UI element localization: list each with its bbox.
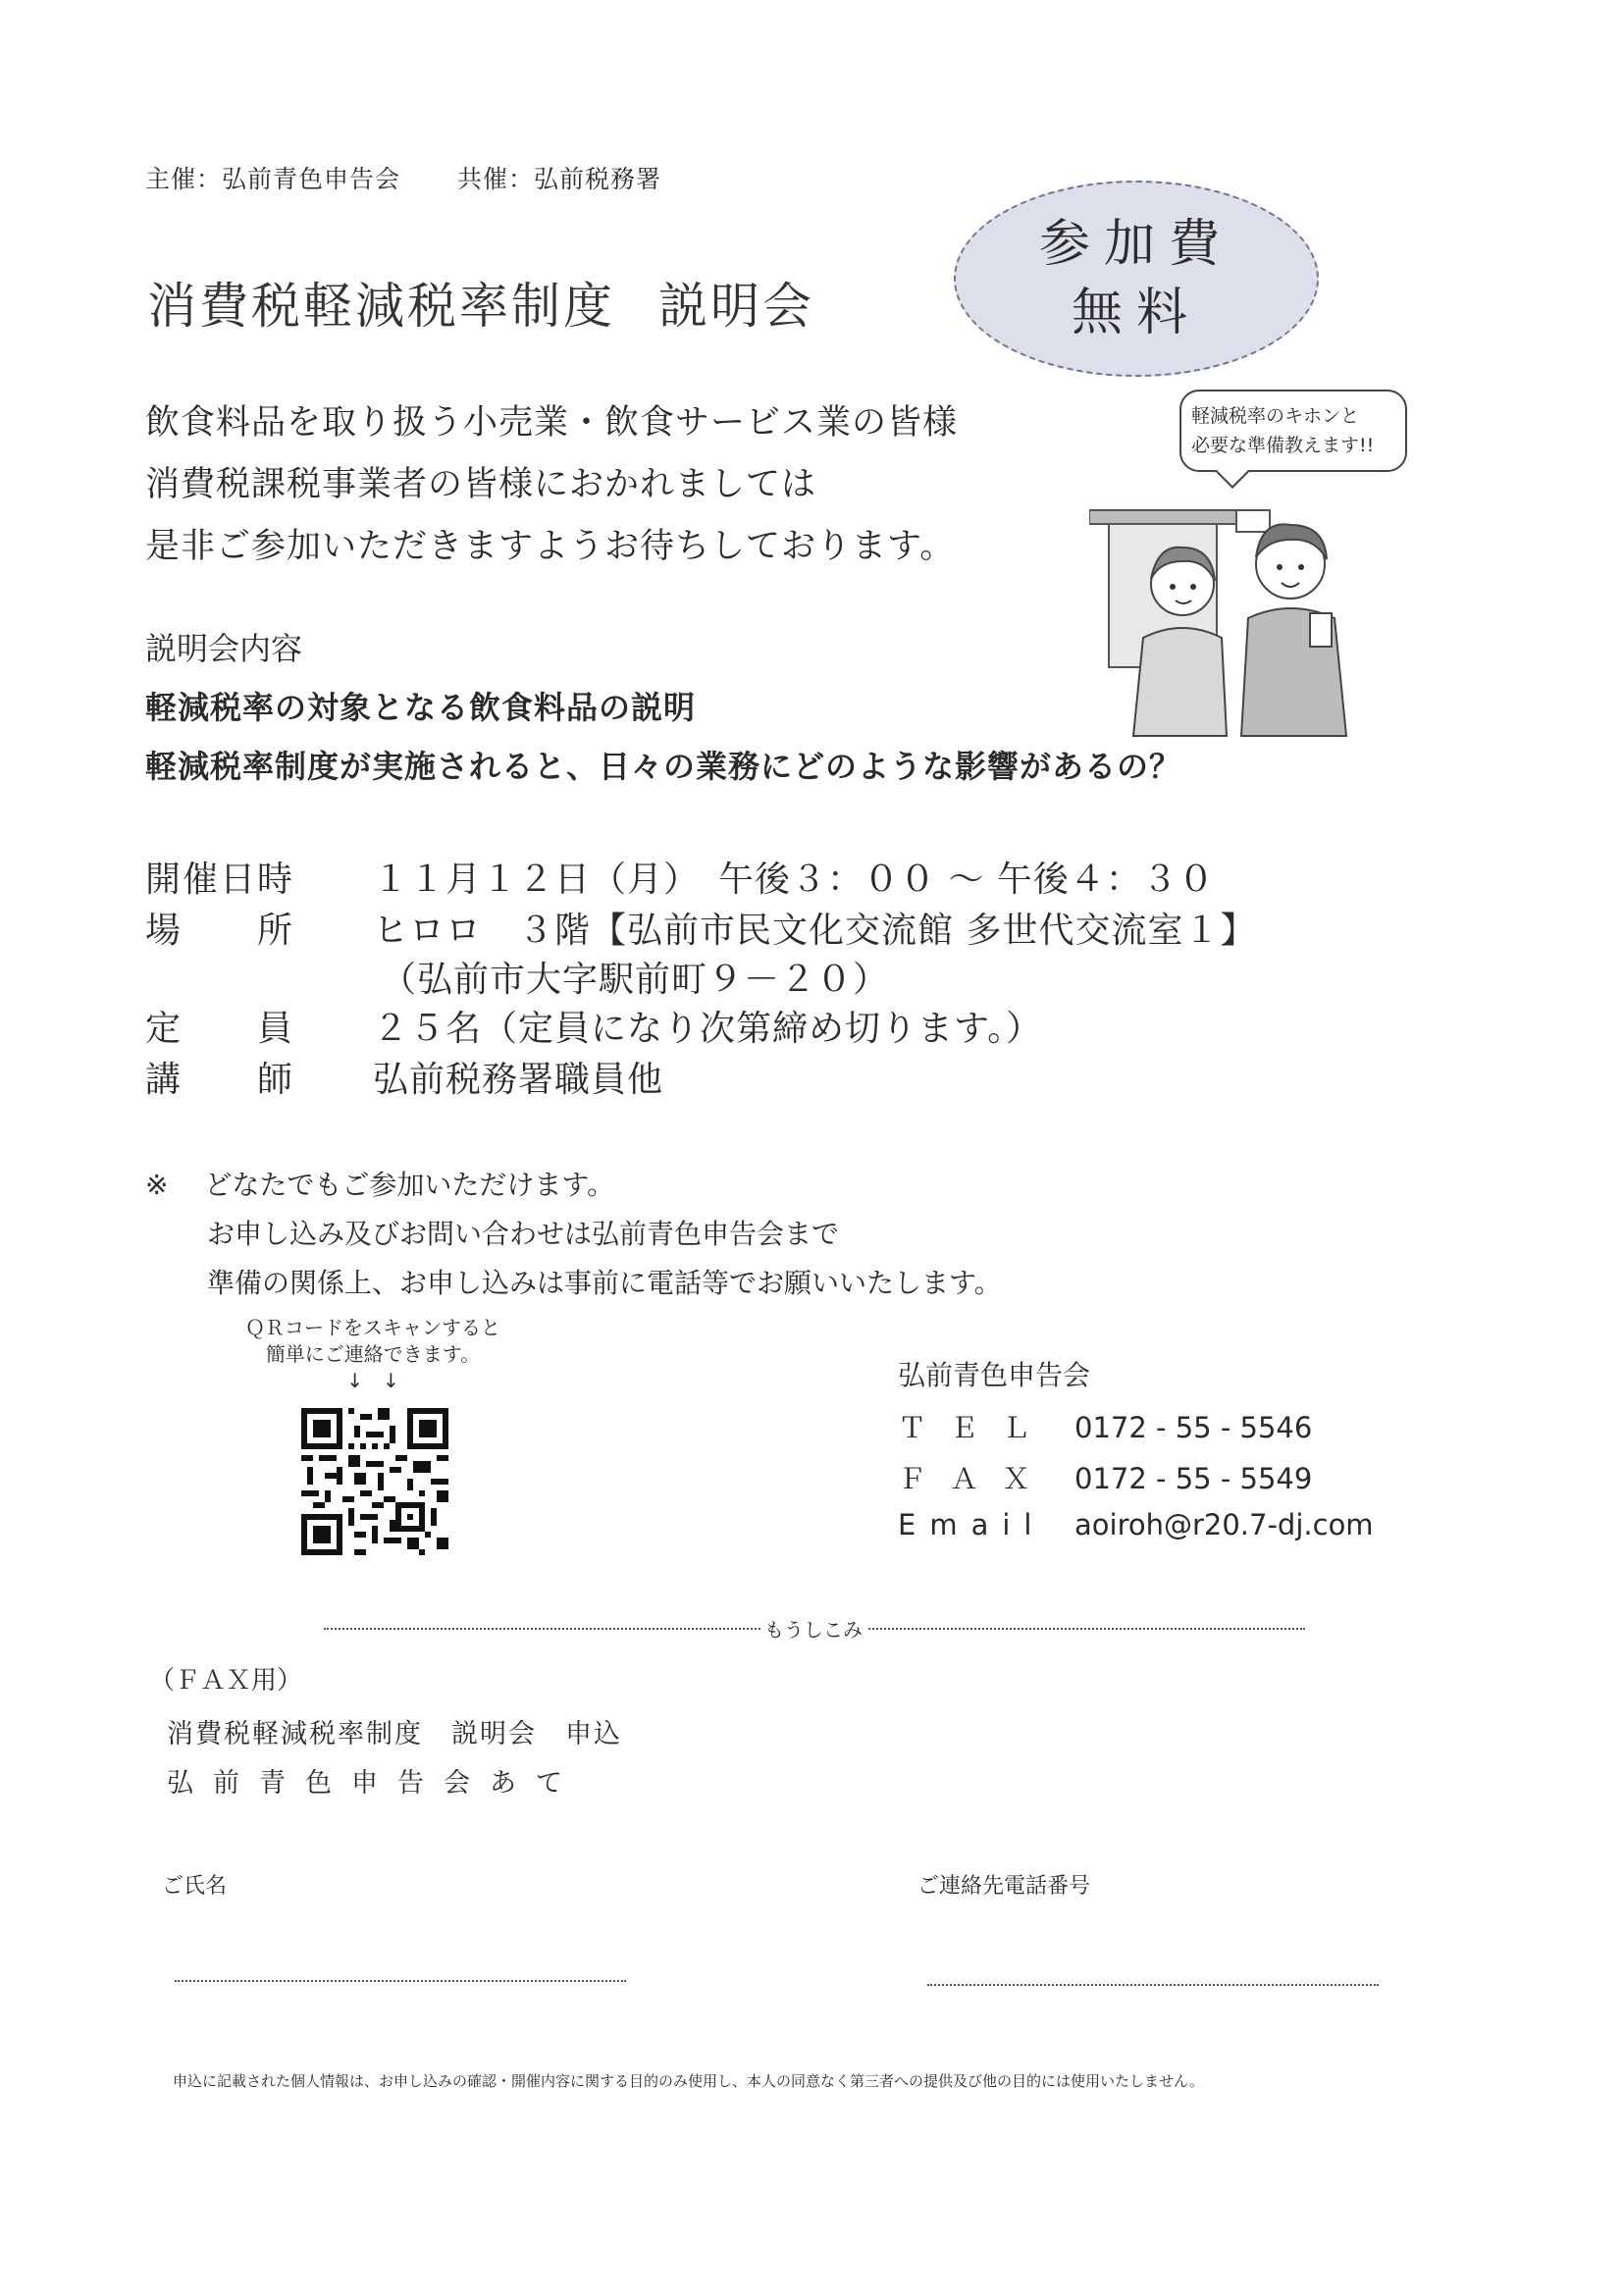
phone-label: ご連絡先電話番号 bbox=[917, 1874, 1091, 1899]
notes bbox=[145, 1161, 1002, 1308]
privacy-note: 申込に記載された個人情報は、お申し込みの確認・開催内容に関する目的のみ使用し、本人の同意なく第三者への提供及び他の目的には使用いたしません。 bbox=[173, 2072, 1204, 2090]
couple-illustration bbox=[1089, 491, 1364, 741]
qr-caption bbox=[226, 1315, 520, 1394]
badge-line1: 参加費 bbox=[1038, 215, 1233, 274]
place-label: 場 所 bbox=[145, 911, 295, 951]
fax-value[interactable]: 0172 - 55 - 5549 bbox=[1074, 1462, 1313, 1495]
qr-code[interactable] bbox=[301, 1408, 448, 1555]
email-value[interactable]: aoiroh@r20.7-dj.com bbox=[1074, 1508, 1374, 1541]
bubble-line2: 必要な準備教えます!! bbox=[1191, 435, 1375, 456]
fax-note: （ＦＡＸ用） bbox=[149, 1666, 303, 1696]
intro-line: 消費税課税事業者の皆様におかれましては bbox=[145, 465, 817, 504]
speech-bubble bbox=[1179, 390, 1407, 472]
tel-value[interactable]: 0172 - 55 - 5546 bbox=[1074, 1411, 1313, 1444]
qr-arrows: ↓ ↓ bbox=[346, 1369, 399, 1392]
fax-row bbox=[898, 1457, 1312, 1497]
capacity-value: ２５名（定員になり次第締め切ります。） bbox=[373, 1009, 1043, 1049]
qr-caption-line: 簡単にご連絡できます。 bbox=[265, 1342, 481, 1366]
email-row bbox=[898, 1508, 1374, 1541]
contents-item: 軽減税率の対象となる飲食料品の説明 bbox=[145, 689, 697, 726]
name-label: ご氏名 bbox=[162, 1874, 228, 1899]
lecturer-value: 弘前税務署職員他 bbox=[373, 1060, 664, 1100]
phone-field[interactable] bbox=[927, 1984, 1379, 1986]
note-line: 準備の関係上、お申し込みは事前に電話等でお願いいたします。 bbox=[207, 1267, 1002, 1299]
date-label: 開催日時 bbox=[145, 860, 295, 900]
email-label: Email bbox=[898, 1508, 1046, 1541]
form-addressee: 弘前青色申告会あて bbox=[167, 1768, 582, 1799]
org-name: 弘前青色申告会 bbox=[898, 1359, 1091, 1391]
name-field[interactable] bbox=[175, 1980, 626, 1982]
contents-item: 軽減税率制度が実施されると、日々の業務にどのような影響があるの？ bbox=[145, 748, 1182, 785]
bubble-line1: 軽減税率のキホンと bbox=[1191, 405, 1360, 427]
place-address: （弘前市大字駅前町９－２０） bbox=[381, 960, 890, 1000]
page-title bbox=[147, 267, 814, 338]
fax-label: ＦＡＸ bbox=[898, 1462, 1055, 1495]
intro-text bbox=[145, 392, 958, 578]
title-sub: 説明会 bbox=[658, 278, 814, 335]
note-line: お申し込み及びお問い合わせは弘前青色申告会まで bbox=[207, 1218, 840, 1250]
form-subject: 消費税軽減税率制度 説明会 申込 bbox=[167, 1719, 622, 1749]
form-separator-label: もうしこみ bbox=[760, 1614, 866, 1643]
sponsor-line bbox=[145, 160, 661, 195]
intro-line: 飲食料品を取り扱う小売業・飲食サービス業の皆様 bbox=[145, 403, 959, 443]
free-fee-badge bbox=[954, 181, 1319, 377]
date-value: １１月１２日（月） 午後３：００ ～ 午後４：３０ bbox=[373, 860, 1215, 900]
intro-line: 是非ご参加いただきますようお待ちしております。 bbox=[145, 527, 956, 566]
capacity-label: 定 員 bbox=[145, 1009, 295, 1049]
sponsor-text: 主催：弘前青色申告会 bbox=[145, 165, 401, 193]
badge-line2: 無料 bbox=[1071, 284, 1201, 342]
note-line: ※ どなたでもご参加いただけます。 bbox=[145, 1169, 615, 1201]
qr-caption-line: ＱＲコードをスキャンすると bbox=[245, 1316, 500, 1339]
cosponsor-text: 共催：弘前税務署 bbox=[457, 165, 662, 193]
contents-heading: 説明会内容 bbox=[145, 630, 303, 667]
lecturer-label: 講 師 bbox=[145, 1060, 295, 1100]
title-main: 消費税軽減税率制度 bbox=[147, 278, 615, 335]
tel-row bbox=[898, 1406, 1312, 1446]
tel-label: ＴＥＬ bbox=[898, 1411, 1055, 1444]
place-value: ヒロロ ３階【弘前市民文化交流館 多世代交流室１】 bbox=[373, 911, 1257, 951]
